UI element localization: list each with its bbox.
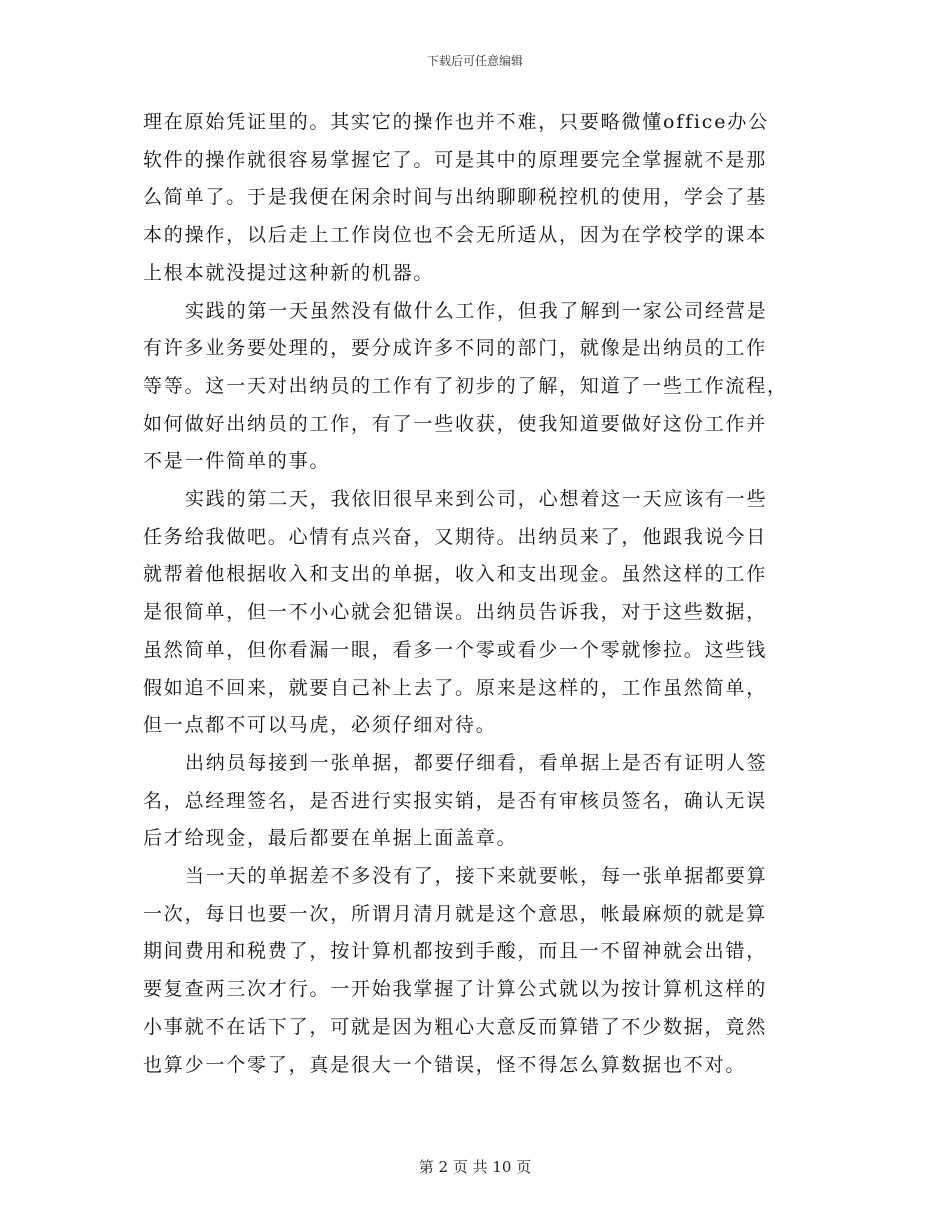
- paragraph-4: [143, 745, 803, 858]
- text-line: 出纳员每接到一张单据，都要仔细看，看单据上是否有证明人签: [185, 751, 768, 774]
- text-line: 上根本就没提过这种新的机器。: [143, 261, 435, 284]
- page-number: 第 2 页 共 10 页: [418, 1158, 532, 1176]
- text-line: 有许多业务要处理的，要分成许多不同的部门，就像是出纳员的工作: [143, 337, 768, 360]
- text-line: 等等。这一天对出纳员的工作有了初步的了解，知道了一些工作流程，: [143, 374, 788, 397]
- text-line: 么简单了。于是我便在闲余时间与出纳聊聊税控机的使用，学会了基: [143, 186, 768, 209]
- text-line: 不是一件简单的事。: [143, 450, 331, 473]
- paragraph-5: [143, 858, 803, 1084]
- page-header: 下载后可任意编辑: [426, 54, 523, 68]
- text-line: 但一点都不可以马虎，必须仔细对待。: [143, 714, 497, 737]
- text-line: 也算少一个零了，真是很大一个错误，怪不得怎么算数据也不对。: [143, 1053, 747, 1076]
- document-body: [143, 104, 803, 1084]
- paragraph-1: [143, 104, 803, 293]
- text-line: 是很简单，但一不小心就会犯错误。出纳员告诉我，对于这些数据，: [143, 601, 768, 624]
- text-line: 当一天的单据差不多没有了，接下来就要帐，每一张单据都要算: [185, 865, 768, 888]
- text-line: 软件的操作就很容易掌握它了。可是其中的原理要完全掌握就不是那: [143, 148, 768, 171]
- text-line: 就帮着他根据收入和支出的单据，收入和支出现金。虽然这样的工作: [143, 563, 768, 586]
- text-line: 名，总经理签名，是否进行实报实销，是否有审核员签名，确认无误: [143, 789, 768, 812]
- text-line: 一次，每日也要一次，所谓月清月就是这个意思，帐最麻烦的就是算: [143, 902, 768, 925]
- paragraph-2: [143, 293, 803, 482]
- text-line: 虽然简单，但你看漏一眼，看多一个零或看少一个零就惨拉。这些钱: [143, 638, 768, 661]
- text-line: 要复查两三次才行。一开始我掌握了计算公式就以为按计算机这样的: [143, 978, 768, 1001]
- text-line: 后才给现金，最后都要在单据上面盖章。: [143, 827, 518, 850]
- paragraph-3: [143, 481, 803, 745]
- text-line: 本的操作，以后走上工作岗位也不会无所适从，因为在学校学的课本: [143, 224, 768, 247]
- text-line: 实践的第一天虽然没有做什么工作，但我了解到一家公司经营是: [185, 299, 768, 322]
- text-line: 小事就不在话下了，可就是因为粗心大意反而算错了不少数据，竟然: [143, 1015, 768, 1038]
- text-line: 假如追不回来，就要自己补上去了。原来是这样的，工作虽然简单，: [143, 676, 768, 699]
- text-line: 实践的第二天，我依旧很早来到公司，心想着这一天应该有一些: [185, 488, 768, 511]
- text-line: 任务给我做吧。心情有点兴奋，又期待。出纳员来了，他跟我说今日: [143, 525, 768, 548]
- text-line: 理在原始凭证里的。其实它的操作也并不难，只要略微懂office办公: [143, 111, 769, 133]
- text-line: 如何做好出纳员的工作，有了一些收获，使我知道要做好这份工作并: [143, 412, 768, 435]
- text-line: 期间费用和税费了，按计算机都按到手酸，而且一不留神就会出错，: [143, 940, 768, 963]
